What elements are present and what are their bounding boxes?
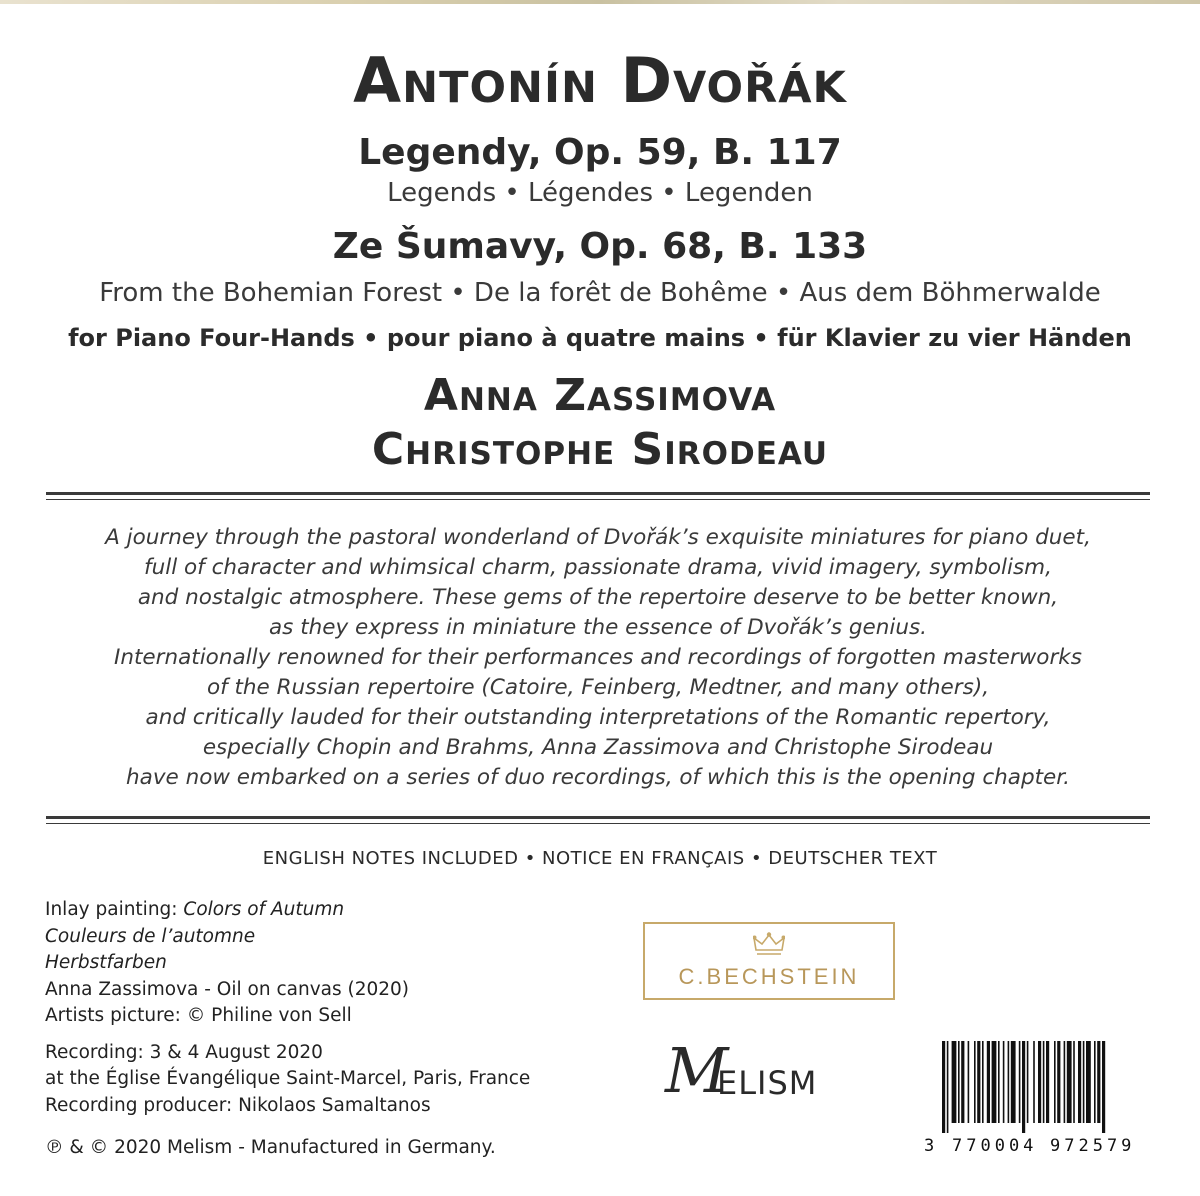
- recording-venue: at the Église Évangélique Saint-Marcel, Paris, France: [45, 1068, 531, 1089]
- melism-logo: [665, 1034, 875, 1110]
- work-subtitle-legendy: Legends • Légendes • Legenden: [387, 178, 813, 208]
- inlay-painting-line: [45, 897, 530, 924]
- description-line: as they express in miniature the essence of Dvořák’s genius.: [269, 615, 927, 640]
- barcode-bar: [1043, 1041, 1045, 1123]
- melism-wordmark: ELISM: [717, 1064, 818, 1102]
- barcode-digits-right: 972579: [1050, 1136, 1136, 1156]
- crown-icon: [753, 932, 785, 958]
- credits-spacer: [45, 1030, 530, 1040]
- notes-languages: ENGLISH NOTES INCLUDED • NOTICE EN FRANÇAIS • DEUTSCHER TEXT: [262, 848, 938, 869]
- recording-producer: Recording producer: Nikolaos Samaltanos: [45, 1094, 431, 1116]
- barcode-bar: [1057, 1041, 1060, 1123]
- top-edge-artwork-strip: [0, 0, 1200, 4]
- barcode-bar: [958, 1041, 960, 1123]
- barcode-bar: [1083, 1041, 1085, 1123]
- barcode-bar: [961, 1041, 964, 1123]
- barcode-bar: [1054, 1041, 1056, 1123]
- inlay-title-de: Herbstfarben: [45, 952, 167, 973]
- copyright-line: ℗ & © 2020 Melism - Manufactured in Germany.: [45, 1137, 496, 1158]
- barcode-bar: [1019, 1041, 1021, 1123]
- barcode-bars: [942, 1041, 1152, 1133]
- barcode-bar: [947, 1041, 949, 1133]
- barcode-bar: [1038, 1041, 1041, 1123]
- painting-info: Anna Zassimova - Oil on canvas (2020): [45, 978, 410, 1000]
- work-title-legendy: Legendy, Op. 59, B. 117: [358, 132, 842, 173]
- performer-2: Christophe Sirodeau: [371, 424, 829, 475]
- work-subtitle-ze-sumavy: From the Bohemian Forest • De la forêt de Bohême • Aus dem Böhmerwalde: [99, 278, 1101, 308]
- barcode-bar: [968, 1041, 970, 1123]
- description-line: and nostalgic atmosphere. These gems of the repertoire deserve to be better known,: [137, 585, 1059, 610]
- barcode-bar: [1094, 1041, 1096, 1123]
- barcode-bar: [1073, 1041, 1075, 1123]
- barcode-bar: [1067, 1041, 1072, 1123]
- barcode-bar: [992, 1041, 997, 1123]
- barcode-bar: [952, 1041, 957, 1123]
- credits-block: [45, 897, 530, 1119]
- description-line: full of character and whimsical charm, passionate drama, vivid imagery, symbolism,: [144, 555, 1052, 580]
- description-line: A journey through the pastoral wonderland of Dvořák’s exquisite miniatures for piano duet,: [105, 525, 1091, 550]
- description-line: have now embarked on a series of duo recordings, of which this is the opening chapter.: [126, 765, 1070, 790]
- barcode-digit-first: 3: [924, 1136, 935, 1156]
- inlay-label: Inlay painting:: [45, 899, 184, 920]
- barcode-bar: [1003, 1041, 1005, 1123]
- divider-top: [46, 492, 1150, 500]
- melism-initial: M: [665, 1034, 729, 1107]
- description-line: especially Chopin and Brahms, Anna Zassimova and Christophe Sirodeau: [202, 735, 994, 760]
- description-line: and critically lauded for their outstanding interpretations of the Romantic repertory,: [145, 705, 1051, 730]
- barcode-bar: [974, 1041, 976, 1123]
- barcode-bar: [942, 1041, 945, 1133]
- barcode-bar: [1022, 1041, 1025, 1133]
- barcode-bar: [1086, 1041, 1091, 1123]
- recording-date: Recording: 3 & 4 August 2020: [45, 1041, 323, 1063]
- description-line: of the Russian repertoire (Catoire, Feinberg, Medtner, and many others),: [206, 675, 990, 700]
- barcode-bar: [977, 1041, 980, 1123]
- bechstein-wordmark: C.BECHSTEIN: [678, 964, 860, 989]
- description: [46, 523, 1150, 793]
- barcode-bar: [998, 1041, 1000, 1123]
- divider-bottom: [46, 816, 1150, 824]
- barcode: [920, 1041, 1160, 1161]
- barcode-bar: [1008, 1041, 1010, 1123]
- instrumentation: for Piano Four-Hands • pour piano à quatre mains • für Klavier zu vier Händen: [68, 324, 1132, 352]
- barcode-bar: [1011, 1041, 1016, 1123]
- barcode-bar: [1078, 1041, 1081, 1123]
- performer-1: Anna Zassimova: [423, 370, 777, 421]
- barcode-bar: [1064, 1041, 1066, 1123]
- bechstein-logo: [643, 922, 895, 1000]
- barcode-digits-left: 770004: [952, 1136, 1038, 1156]
- description-line: Internationally renowned for their performances and recordings of forgotten masterworks: [114, 645, 1082, 670]
- barcode-bar: [982, 1041, 984, 1123]
- barcode-bar: [1102, 1041, 1105, 1133]
- barcode-bar: [1033, 1041, 1035, 1123]
- composer-name: Antonín Dvořák: [353, 44, 847, 117]
- inlay-title-fr: Couleurs de l’automne: [45, 925, 256, 947]
- barcode-bar: [1027, 1041, 1029, 1123]
- barcode-bar: [1097, 1041, 1100, 1123]
- work-title-ze-sumavy: Ze Šumavy, Op. 68, B. 133: [332, 226, 868, 267]
- inlay-title: Colors of Autumn: [183, 899, 345, 920]
- barcode-bar: [987, 1041, 990, 1123]
- barcode-bar: [1046, 1041, 1049, 1123]
- artists-picture-credit: Artists picture: © Philine von Sell: [45, 1005, 352, 1026]
